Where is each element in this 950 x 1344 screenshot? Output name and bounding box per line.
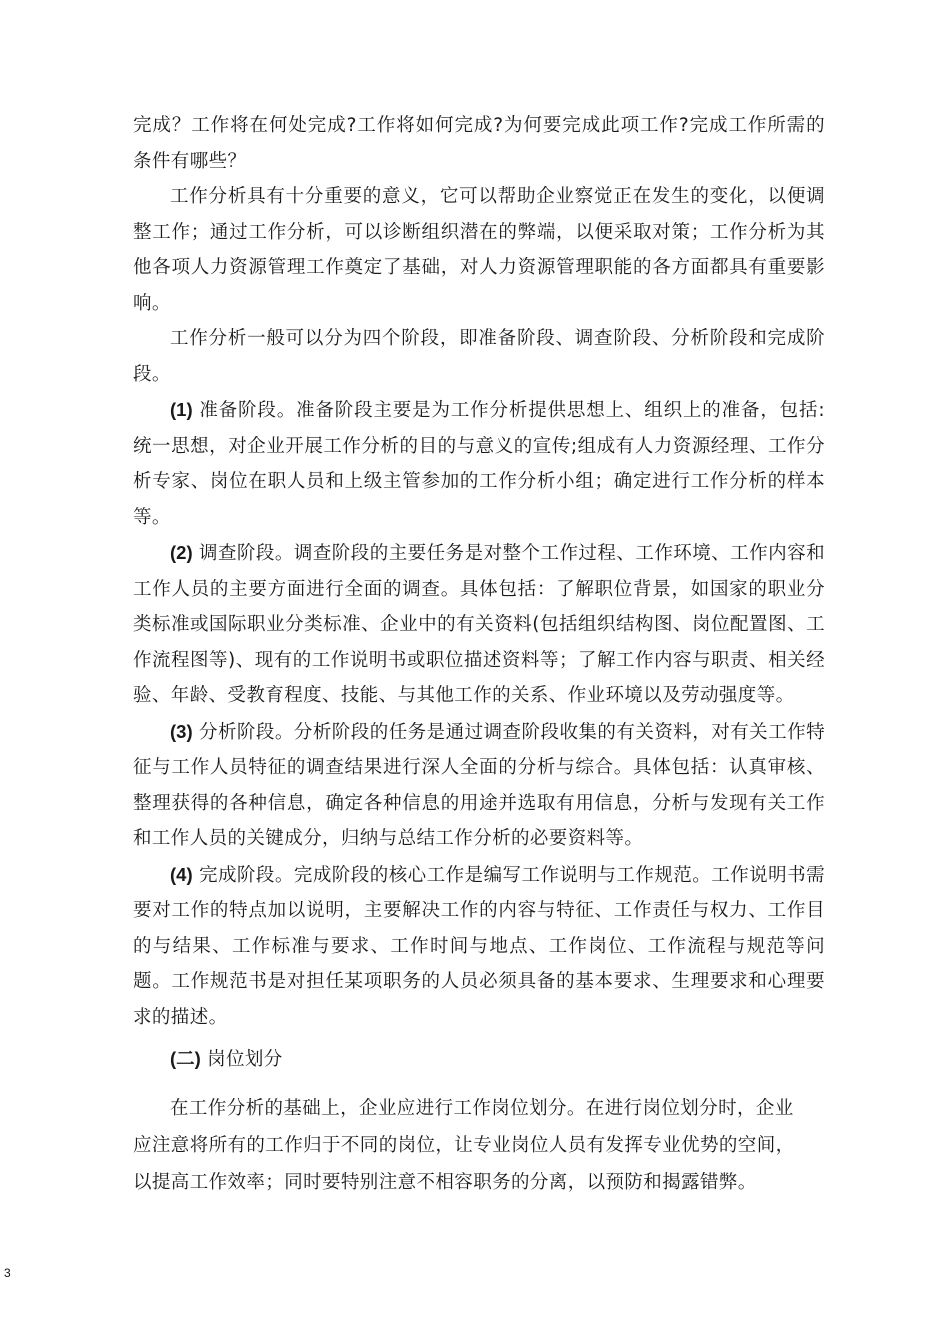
stages-intro-paragraph: 工作分析一般可以分为四个阶段，即准备阶段、调查阶段、分析阶段和完成阶段。	[133, 328, 825, 385]
stage-4-number: (4)	[170, 863, 193, 885]
significance-paragraph: 工作分析具有十分重要的意义，它可以帮助企业察觉正在发生的变化，以便调整工作；通过工作分析，可以诊断组织潜在的弊端，以便采取对策；工作分析为其他各项人力资源管理工作奠定了基础，对人力资源管理职能的各方面都具有重要影响。	[133, 186, 825, 314]
section-body	[133, 1090, 825, 1201]
stage-4-paragraph	[133, 857, 825, 1036]
stage-2-text: 调查阶段。调查阶段的主要任务是对整个工作过程、工作环境、工作内容和工作人员的主要方面进行全面的调查。具体包括：了解职位背景，如国家的职业分类标准或国际职业分类标准、企业中的有关资料(包括组织结构图、岗位配置图、工作流程图等)、现有的工作说明书或职位描述资料等；了解工作内容与职责、相关经验、年龄、受教育程度、技能、与其他工作的关系、作业环境以及劳动强度等。	[133, 543, 825, 706]
section-heading	[133, 1041, 825, 1078]
stage-4-text: 完成阶段。完成阶段的核心工作是编写工作说明与工作规范。工作说明书需要对工作的特点加以说明，主要解决工作的内容与特征、工作责任与权力、工作目的与结果、工作标准与要求、工作时间与地点、工作岗位、工作流程与规范等问题。工作规范书是对担任某项职务的人员必须具备的基本要求、生理要求和心理要求的描述。	[133, 864, 825, 1028]
section-body-line-3: 以提高工作效率；同时要特别注意不相容职务的分离，以预防和揭露错弊。	[133, 1171, 757, 1193]
section-heading-number: (二)	[170, 1048, 201, 1069]
stage-1-paragraph	[133, 392, 825, 535]
section-body-line-2: 应注意将所有的工作归于不同的岗位，让专业岗位人员有发挥专业优势的空间，	[133, 1134, 795, 1156]
stage-3-paragraph	[133, 714, 825, 857]
stage-2-number: (2)	[170, 542, 193, 563]
section-heading-text: 岗位划分	[200, 1049, 283, 1070]
stage-2-paragraph	[133, 535, 825, 714]
page-number: 3	[4, 1266, 11, 1280]
section-body-line-1: 在工作分析的基础上，企业应进行工作岗位划分。在进行岗位划分时，企业	[170, 1097, 794, 1119]
stage-3-number: (3)	[170, 720, 193, 742]
stage-3-text: 分析阶段。分析阶段的任务是通过调查阶段收集的有关资料，对有关工作特征与工作人员特征的调查结果进行深人全面的分析与综合。具体包括：认真审核、整理获得的各种信息，确定各种信息的用途并选取有用信息，分析与发现有关工作和工作人员的关键成分，归纳与总结工作分析的必要资料等。	[133, 721, 825, 849]
continuation-paragraph: 完成？工作将在何处完成?工作将如何完成?为何要完成此项工作?完成工作所需的条件有哪些？	[133, 115, 825, 172]
stage-1-number: (1)	[170, 399, 193, 420]
stage-1-text: 准备阶段。准备阶段主要是为工作分析提供思想上、组织上的准备，包括:统一思想，对企业开展工作分析的目的与意义的宣传;组成有人力资源经理、工作分析专家、岗位在职人员和上级主管参加的工作分析小组；确定进行工作分析的样本等。	[133, 400, 825, 528]
document-page	[133, 108, 825, 1201]
